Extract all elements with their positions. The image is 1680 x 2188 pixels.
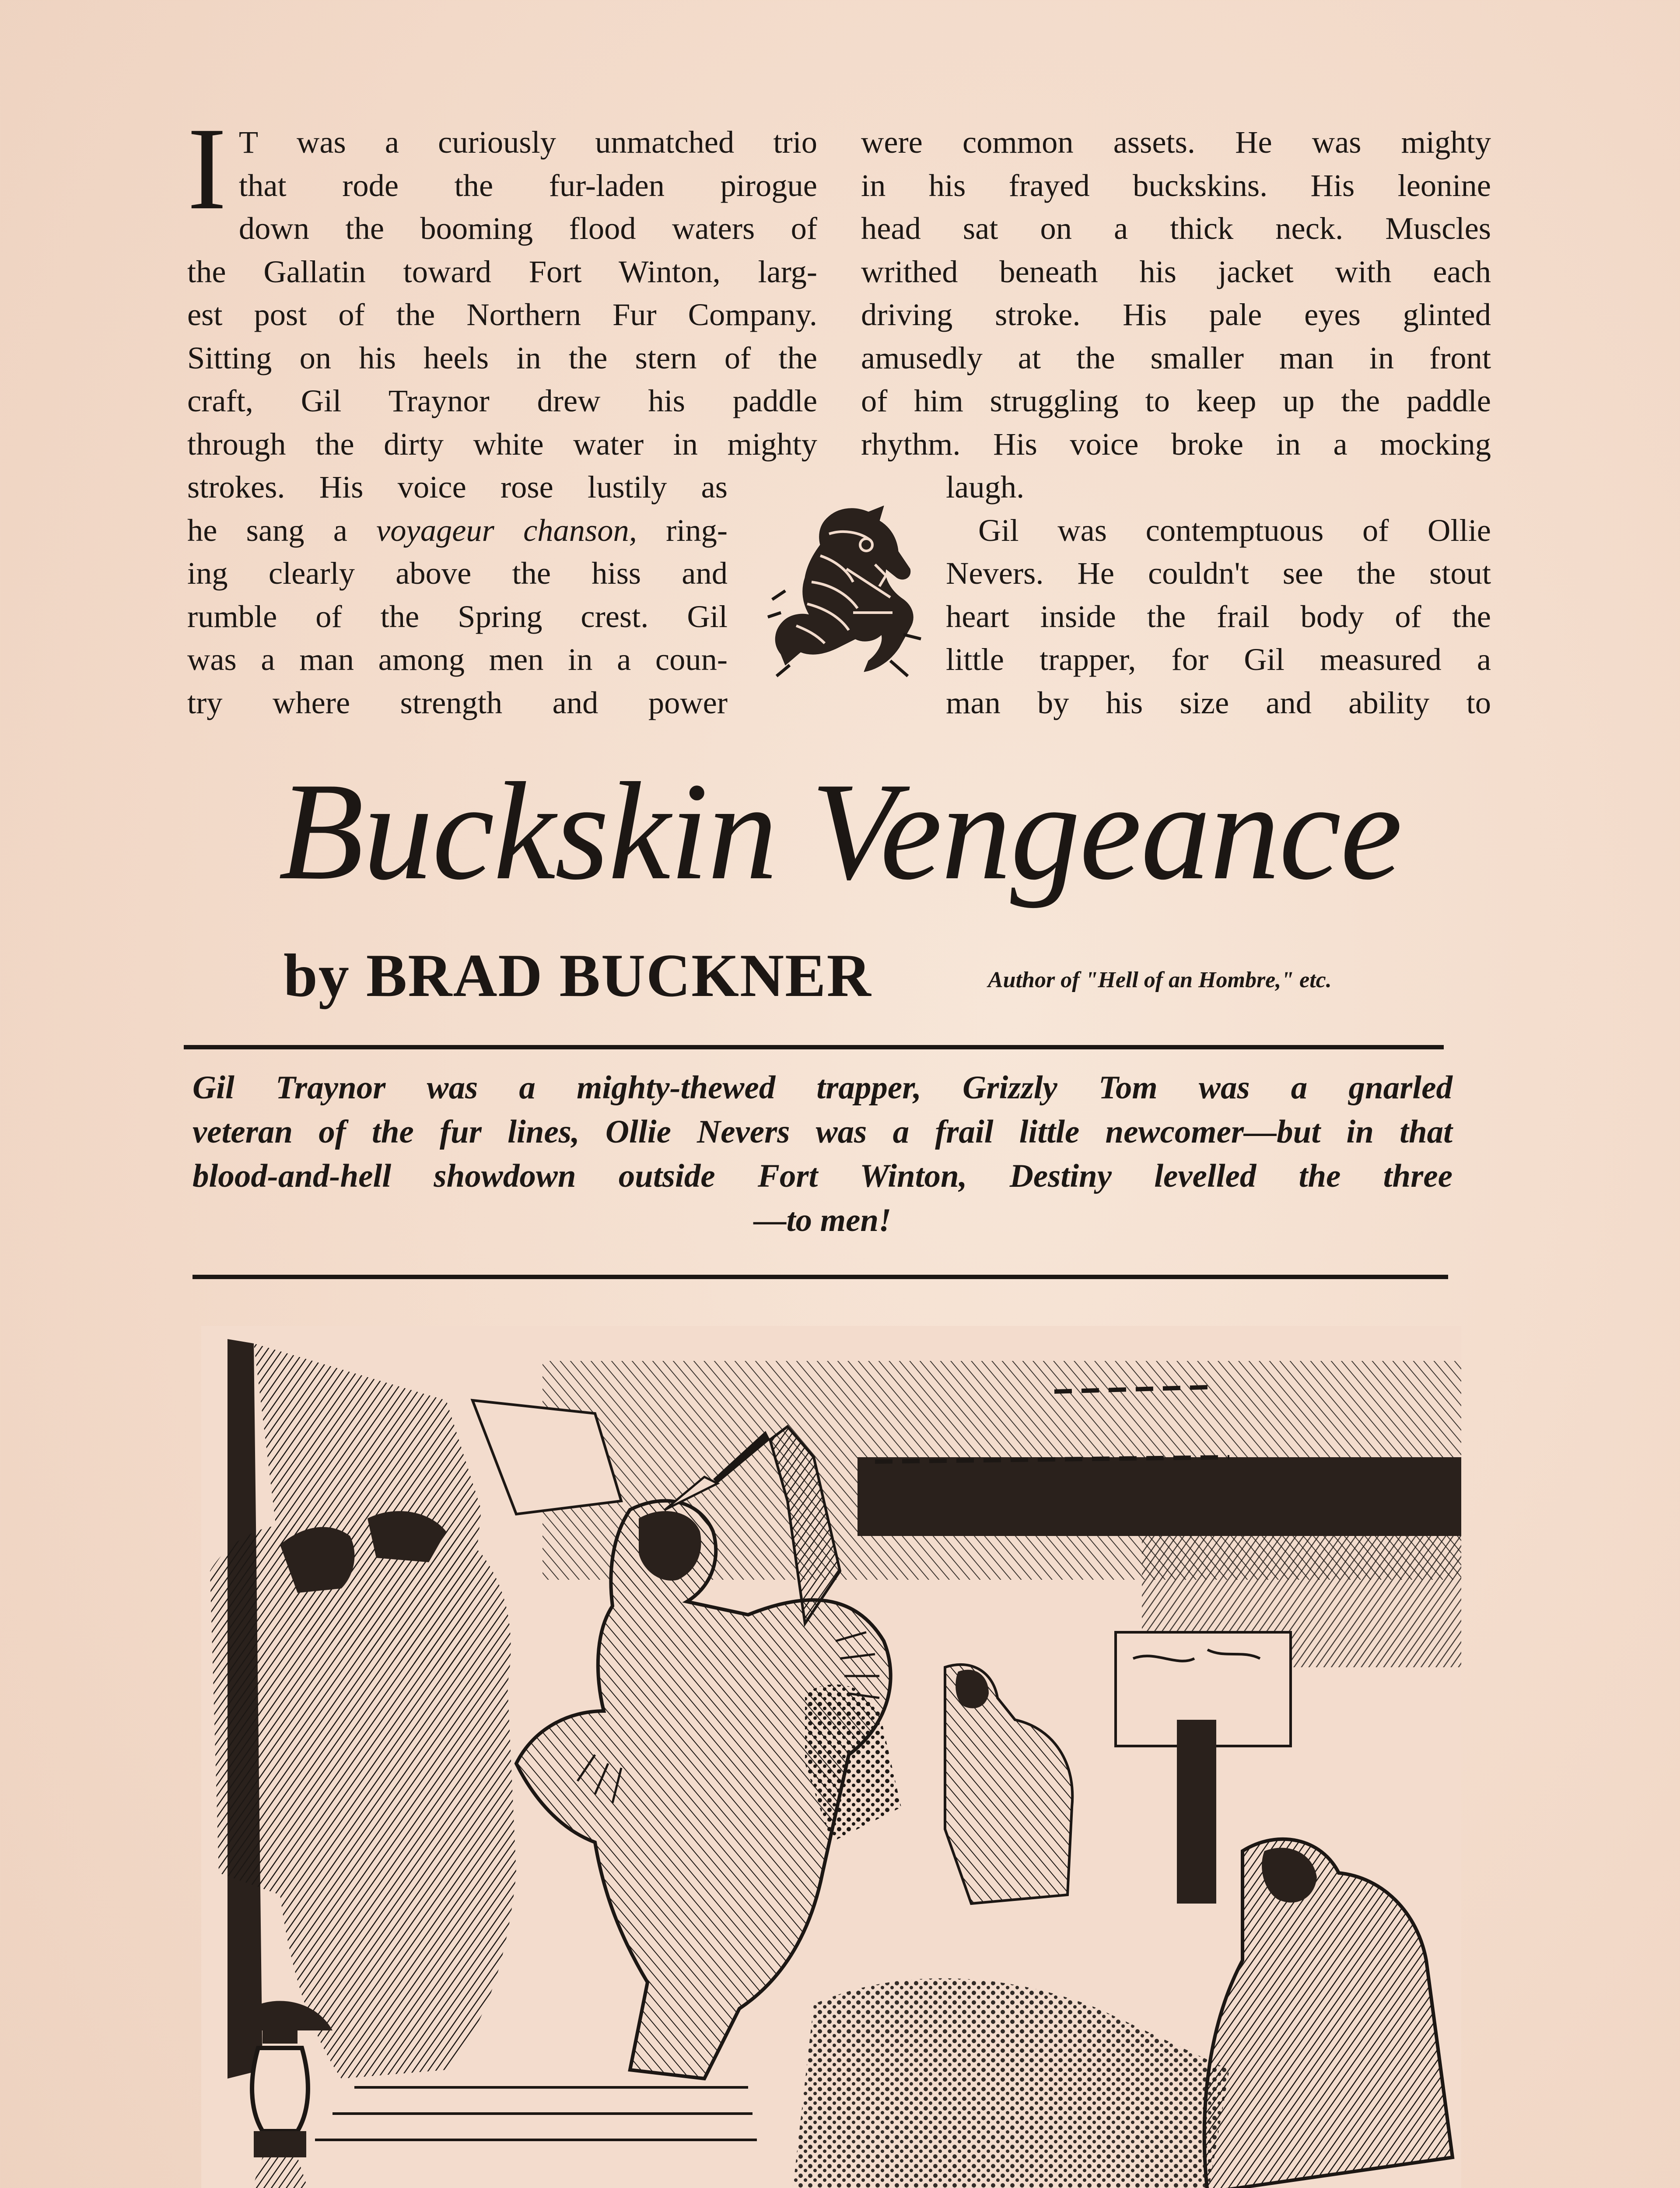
text-line: rumble of the Spring crest. Gil: [187, 598, 728, 634]
text-line: of him struggling to keep up the paddle: [861, 383, 1491, 418]
text-line: was a man among men in a coun-: [187, 642, 728, 677]
text-line: T was a curiously unmatched trio: [238, 124, 817, 160]
deck-line: blood-and-hell showdown outside Fort Winton, Destiny levelled the three: [192, 1158, 1452, 1194]
text-line: through the dirty white water in mighty: [187, 426, 817, 462]
byline: [284, 941, 872, 1011]
article-column-1: [187, 103, 817, 724]
text-line: down the booming flood waters of: [238, 210, 817, 246]
text-line: rhythm. His voice broke in a mocking: [861, 426, 1491, 462]
text-line: est post of the Northern Fur Company.: [187, 297, 817, 332]
deck-line: Gil Traynor was a mighty-thewed trapper, Grizzly Tom was a gnarled: [192, 1069, 1452, 1106]
text-line: heart inside the frail body of the: [946, 598, 1491, 634]
text-line: strokes. His voice rose lustily as: [187, 469, 728, 505]
text-line: Nevers. He couldn't see the stout: [946, 555, 1491, 591]
deck-line: veteran of the fur lines, Ollie Nevers was a frail little newcomer—but in that: [192, 1114, 1452, 1150]
deck-line: —to men!: [753, 1202, 892, 1238]
drop-cap: I: [187, 103, 227, 234]
text-line: try where strength and power: [187, 684, 728, 720]
text-line: man by his size and ability to: [946, 684, 1491, 720]
text-line: driving stroke. His pale eyes glinted: [861, 297, 1491, 332]
text-line: that rode the fur-laden pirogue: [238, 167, 817, 203]
divider-rule: [184, 1045, 1444, 1049]
italic-phrase: voyageur chanson,: [376, 512, 637, 548]
text-line: were common assets. He was mighty: [861, 124, 1491, 160]
text-line: the Gallatin toward Fort Winton, larg-: [187, 253, 817, 289]
text-line: Gil was contemptuous of Ollie: [978, 512, 1491, 548]
text-line: little trapper, for Gil measured a: [946, 642, 1491, 677]
text-line: writhed beneath his jacket with each: [861, 253, 1491, 289]
text-line: amusedly at the smaller man in front: [861, 340, 1491, 375]
author-name: BRAD BUCKNER: [366, 942, 872, 1010]
text-line: ing clearly above the hiss and: [187, 555, 728, 591]
story-title: Buckskin Vengeance: [278, 754, 1402, 909]
byline-by: by: [284, 942, 350, 1010]
text-line: Sitting on his heels in the stern of the: [187, 340, 817, 375]
text-line: head sat on a thick neck. Muscles: [861, 210, 1491, 246]
story-deck: [192, 1066, 1452, 1242]
text-line: laugh.: [946, 469, 1025, 505]
trading-post-fight-illustration: [201, 1326, 1461, 2188]
text-line: craft, Gil Traynor drew his paddle: [187, 383, 817, 418]
article-column-2: [861, 121, 1491, 724]
text-line: in his frayed buckskins. His leonine: [861, 167, 1491, 203]
horse-head-icon: [759, 503, 930, 678]
divider-rule: [192, 1275, 1448, 1279]
author-note: Author of "Hell of an Hombre," etc.: [988, 968, 1332, 992]
text-line: he sang a voyageur chanson, ring-: [187, 512, 728, 548]
